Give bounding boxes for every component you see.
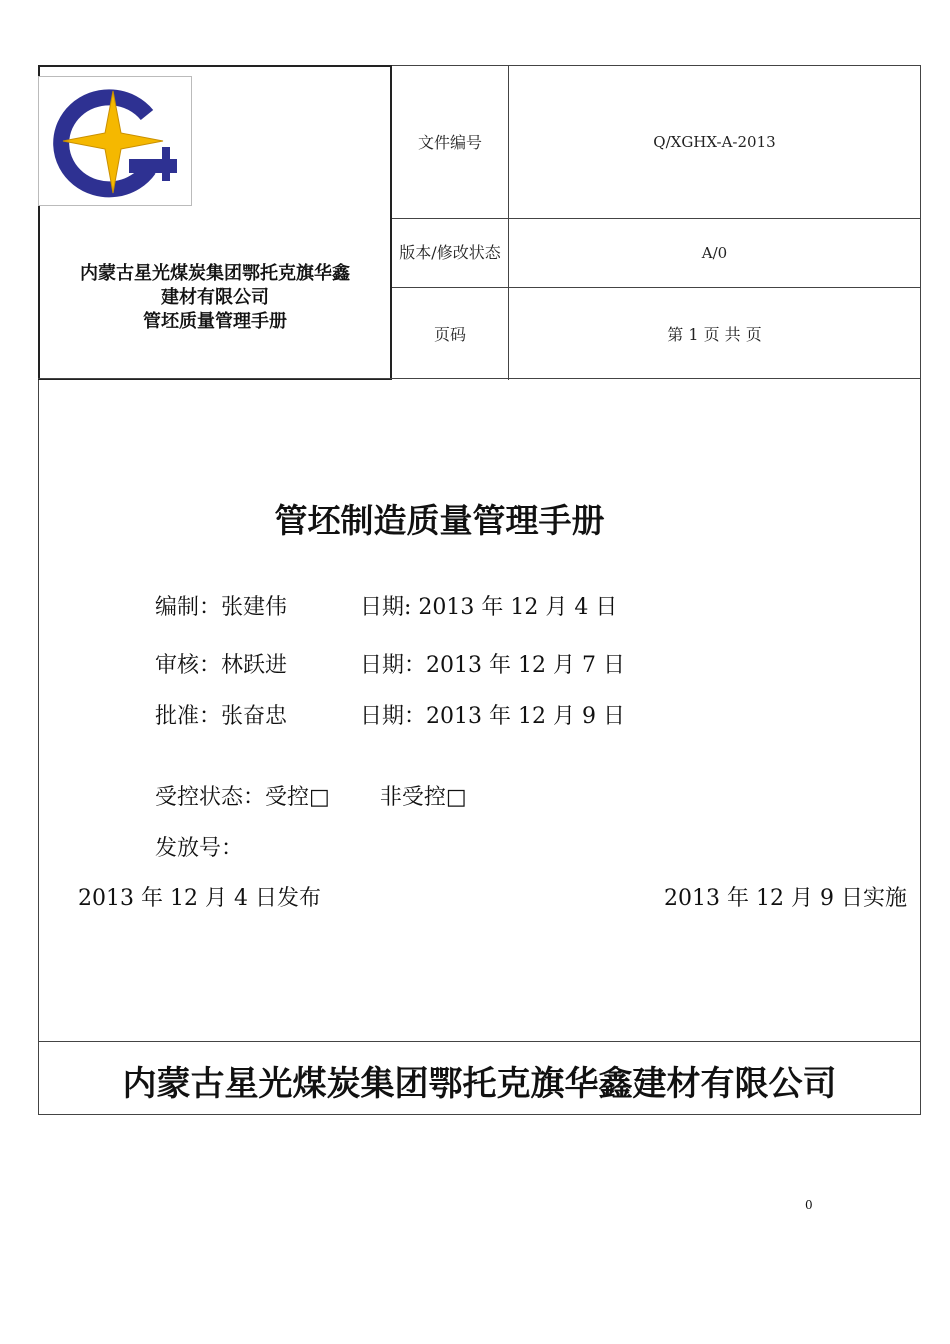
approved-date: 日期：2013 年 12 月 9 日 bbox=[360, 704, 625, 729]
header-company-line-2: 建材有限公司 bbox=[161, 287, 269, 308]
header-company-name bbox=[40, 262, 390, 334]
approved-by: 批准：张奋忠 bbox=[155, 704, 288, 729]
effective-date: 2013 年 12 月 9 日实施 bbox=[664, 886, 907, 911]
reviewed-by: 审核：林跃进 bbox=[155, 653, 288, 678]
page-value: 第 1 页 共 页 bbox=[667, 324, 762, 344]
header-manual-name: 管坯质量管理手册 bbox=[143, 311, 287, 332]
header-company-line-1: 内蒙古星光煤炭集团鄂托克旗华鑫 bbox=[80, 263, 350, 284]
control-status-label: 受控状态：受控 bbox=[155, 785, 310, 810]
page-number: 0 bbox=[805, 1198, 813, 1212]
company-logo bbox=[38, 76, 192, 206]
compiled-by: 编制：张建伟 bbox=[155, 595, 288, 620]
controlled-checkbox[interactable]: □ bbox=[309, 785, 330, 810]
manual-title: 管坯制造质量管理手册 bbox=[274, 501, 605, 540]
doc-no-label: 文件编号 bbox=[417, 133, 482, 152]
page-label: 页码 bbox=[433, 324, 466, 344]
footer-company-name: 内蒙古星光煤炭集团鄂托克旗华鑫建材有限公司 bbox=[122, 1064, 837, 1104]
uncontrolled-checkbox[interactable]: □ bbox=[445, 785, 467, 810]
uncontrolled-label: 非受控 bbox=[379, 785, 446, 810]
version-value: A/0 bbox=[701, 244, 728, 262]
header-bottom-divider bbox=[38, 378, 921, 379]
compiled-date: 日期: 2013 年 12 月 4 日 bbox=[360, 595, 618, 620]
reviewed-date: 日期：2013 年 12 月 7 日 bbox=[360, 653, 625, 678]
control-status bbox=[155, 780, 467, 811]
footer-divider bbox=[38, 1041, 921, 1042]
issue-number-label: 发放号： bbox=[155, 836, 244, 861]
version-label: 版本/修改状态 bbox=[399, 243, 501, 262]
logo-g-star-icon bbox=[39, 77, 191, 205]
doc-no-value: Q/XGHX-A-2013 bbox=[653, 132, 776, 151]
release-date: 2013 年 12 月 4 日发布 bbox=[78, 886, 321, 911]
